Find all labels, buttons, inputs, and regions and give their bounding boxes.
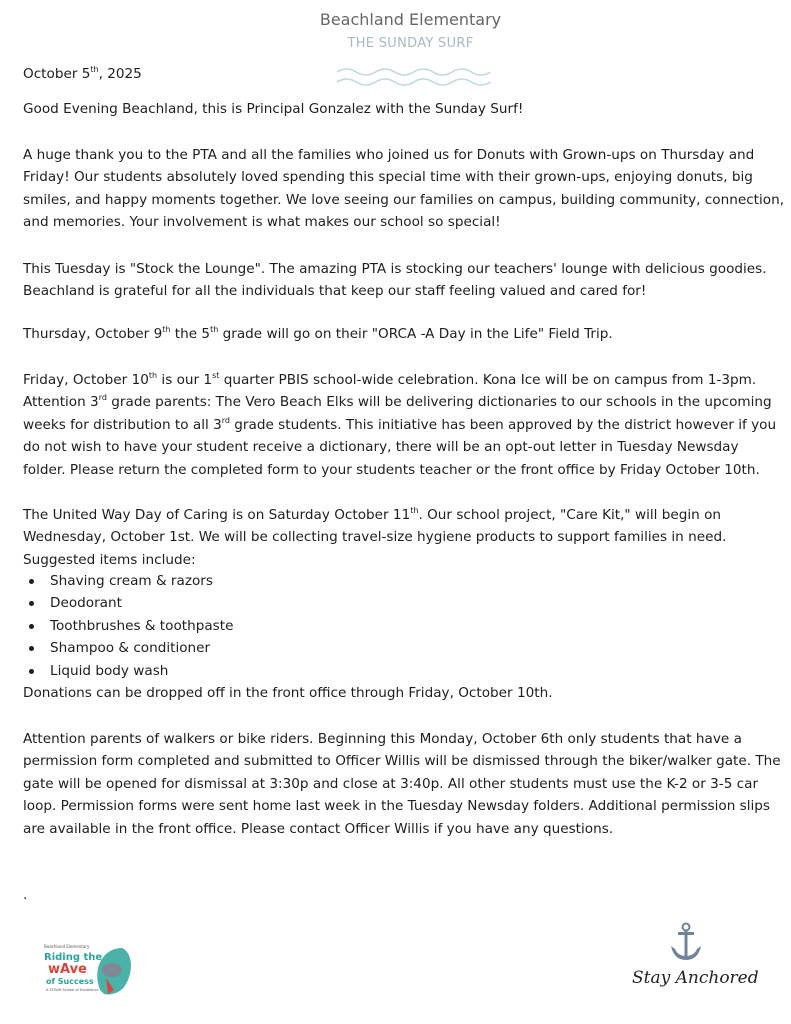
paragraph-line xyxy=(23,323,783,345)
paragraph-line xyxy=(23,258,783,280)
paragraph xyxy=(23,98,783,120)
text-segment: Friday! Our students absolutely loved spending this special time with their grown-ups, enjoying donuts, big xyxy=(23,169,753,186)
superscript: rd xyxy=(221,415,230,425)
walkers-paragraph xyxy=(23,728,783,840)
list-item: Shampoo & conditioner xyxy=(50,637,783,659)
newsletter-title: THE SUNDAY SURF xyxy=(347,36,474,51)
text-segment: Attention 3 xyxy=(23,394,99,411)
superscript: th xyxy=(210,325,219,334)
stay-anchored-signature: Stay Anchored xyxy=(632,968,759,988)
text-segment: weeks for distribution to all 3 xyxy=(23,416,222,433)
text-segment: grade will go on their "ORCA -A Day in the Life" Field Trip. xyxy=(218,326,613,342)
svg-text:Riding the: Riding the xyxy=(44,952,103,963)
paragraph-line: Attention parents of walkers or bike riders. Beginning this Monday, October 6th only students that have a xyxy=(23,731,742,747)
text-segment: Good Evening Beachland, this is Principal Gonzalez with the Sunday Surf! xyxy=(23,101,524,117)
superscript: th xyxy=(410,506,419,515)
text-segment: Suggested items include: xyxy=(23,551,196,568)
paragraph xyxy=(23,504,783,571)
paragraph-line xyxy=(23,526,783,548)
paragraph-line xyxy=(23,166,783,188)
svg-text:wAve: wAve xyxy=(48,962,87,977)
text-segment: . Our school project, "Care Kit," will begin on xyxy=(418,507,722,523)
paragraph-line xyxy=(23,436,783,458)
donations-text: Donations can be dropped off in the front office through Friday, October 10th. xyxy=(23,684,553,701)
text-segment: This Tuesday is "Stock the Lounge". The amazing PTA is stocking our teachers' lounge with delicious goodies. xyxy=(23,261,767,277)
suggested-items-list xyxy=(23,570,783,704)
text-segment: do not wish to have your student receive a dictionary, there will be an opt-out letter in Tuesday Newsday xyxy=(23,439,739,456)
paragraph-line: gate will be opened for dismissal at 3:30p and close at 3:40p. All other students must use the K-2 or 3-5 car xyxy=(23,775,759,792)
text-segment: Beachland is grateful for all the individuals that keep our staff feeling valued and cared for! xyxy=(23,283,647,300)
paragraph-line: loop. Permission forms were sent home last week in the Tuesday Newsday folders. Additional permission slips xyxy=(23,798,770,815)
text-segment: Wednesday, October 1st. We will be collecting travel-size hygiene products to support families in need. xyxy=(23,529,727,546)
paragraph xyxy=(23,369,783,481)
superscript: th xyxy=(90,65,99,74)
text-segment: October 5 xyxy=(23,66,91,82)
paragraph-line xyxy=(23,414,783,436)
text-segment: Thursday, October 9 xyxy=(23,326,163,342)
superscript: rd xyxy=(98,393,107,403)
text-segment: smiles, and happy moments together. We love seeing our families on campus, building community, connection, xyxy=(23,191,785,208)
paragraph-line xyxy=(23,459,783,481)
svg-text:A STEAM School of Excellence: A STEAM School of Excellence xyxy=(46,988,99,992)
text-segment: grade students. This initiative has been approved by the district however if you xyxy=(229,416,777,433)
superscript: th xyxy=(148,371,158,380)
superscript: th xyxy=(162,325,171,334)
paragraph-line xyxy=(23,98,783,120)
text-segment: the 5 xyxy=(170,326,211,342)
text-segment: A huge thank you to the PTA and all the families who joined us for Donuts with Grown-ups on Thursday and xyxy=(23,147,755,163)
newsletter-date xyxy=(23,63,783,85)
text-segment: quarter PBIS school-wide celebration. Kona Ice will be on campus from 1-3pm. xyxy=(219,372,757,388)
paragraph-line xyxy=(23,189,783,211)
school-name: Beachland Elementary xyxy=(319,10,502,29)
paragraph-line: are available in the front office. Please contact Officer Willis if you have any questions. xyxy=(23,820,614,837)
wave-icon xyxy=(42,940,134,1000)
stray-dot: . xyxy=(23,887,28,903)
paragraph-line xyxy=(23,504,783,526)
anchor-icon xyxy=(668,922,704,964)
list-item: Liquid body wash xyxy=(50,660,783,682)
text-segment: The United Way Day of Caring is on Saturday October 11 xyxy=(23,507,411,523)
paragraph xyxy=(23,144,783,234)
paragraph-line xyxy=(23,144,783,166)
riding-the-wave-logo xyxy=(42,940,134,1000)
paragraph-line: permission form completed and submitted to Officer Willis will be dismissed through the biker/walker gate. The xyxy=(23,753,781,770)
paragraph-line xyxy=(23,549,783,571)
text-segment: , 2025 xyxy=(98,66,142,82)
svg-text:Beachland Elementary: Beachland Elementary xyxy=(44,944,90,949)
text-segment: grade parents: The Vero Beach Elks will be delivering dictionaries to our schools in the upcoming xyxy=(106,394,772,411)
list-item: Deodorant xyxy=(50,592,783,614)
text-segment: Friday, October 10 xyxy=(23,372,149,388)
svg-text:of Success: of Success xyxy=(46,977,94,986)
text-segment: and memories. Your involvement is what makes our school so special! xyxy=(23,214,501,231)
superscript: st xyxy=(212,371,220,380)
paragraph xyxy=(23,258,783,303)
list-item: Toothbrushes & toothpaste xyxy=(50,615,783,637)
paragraph-line xyxy=(23,280,783,302)
text-segment: is our 1 xyxy=(157,372,213,388)
paragraph xyxy=(23,323,783,345)
paragraph-line xyxy=(23,391,783,413)
paragraph-line xyxy=(23,369,783,391)
text-segment: folder. Please return the completed form to your students teacher or the front office by Friday October 10th. xyxy=(23,461,760,478)
list-item: Shaving cream & razors xyxy=(50,570,783,592)
paragraph-line xyxy=(23,211,783,233)
